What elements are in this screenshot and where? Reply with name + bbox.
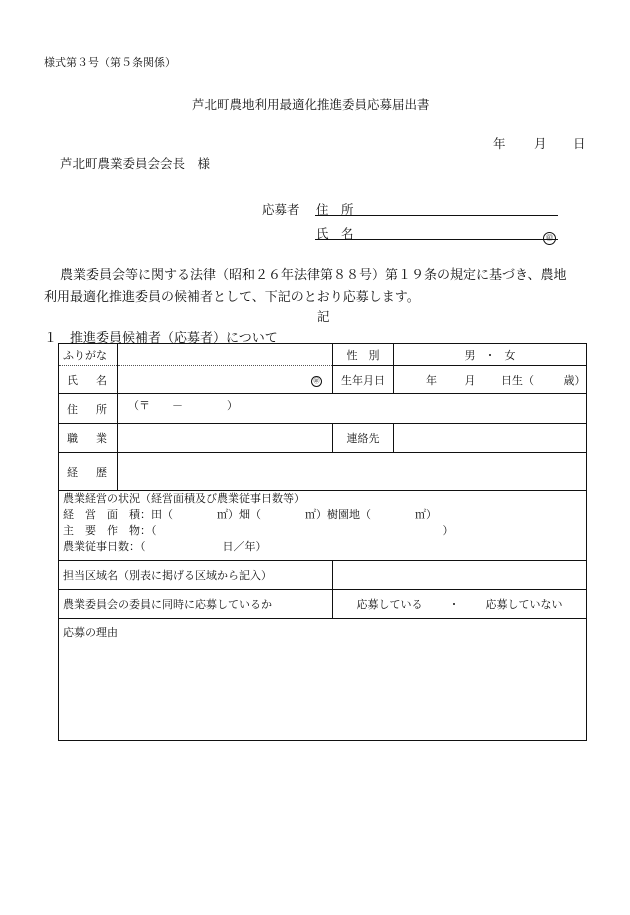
occupation-label-cell <box>59 424 118 453</box>
not-applying-option[interactable]: 応募していない <box>485 598 563 611</box>
furigana-label-cell <box>59 344 118 366</box>
sex-male-option[interactable]: 男 <box>464 348 476 362</box>
main-crops-line: 主 要 作 物：（ ） <box>63 524 454 537</box>
concurrent-label: 農業委員会の委員に同時に応募しているか <box>63 598 272 611</box>
contact-label: 連絡先 <box>346 432 380 445</box>
applying-option[interactable]: 応募している <box>356 598 423 611</box>
name-input[interactable] <box>118 366 333 394</box>
body-line-1: 農業委員会等に関する法律（昭和２６年法律第８８号）第１９条の規定に基づき、農地 <box>60 268 567 283</box>
name-label-a: 氏 <box>67 373 78 387</box>
furigana-label: ふりがな <box>63 348 107 362</box>
form-title: 芦北町農地利用最適化推進委員応募届出書 <box>192 97 430 112</box>
address-label-b: 所 <box>96 402 107 416</box>
history-input[interactable] <box>118 453 587 491</box>
occupation-label-b: 業 <box>96 432 107 445</box>
farm-status-cell[interactable] <box>59 491 587 561</box>
birth-month: 月 <box>464 373 476 387</box>
contact-input[interactable] <box>394 424 587 453</box>
applicant-label: 応募者 <box>262 202 300 217</box>
contact-label-cell <box>333 424 394 453</box>
address-label-a: 住 <box>67 402 78 416</box>
district-label: 担当区域名（別表に掲げる区域から記入） <box>63 569 272 582</box>
sex-options <box>394 344 587 366</box>
applicant-address-line[interactable] <box>315 215 558 216</box>
birth-year: 年 <box>426 373 437 387</box>
name-label-cell <box>59 366 118 394</box>
district-input[interactable] <box>333 561 587 590</box>
birth-input[interactable] <box>394 366 587 394</box>
birth-day: 日生（ <box>501 373 534 387</box>
history-label-b: 歴 <box>96 465 107 479</box>
history-label-cell <box>59 453 118 491</box>
date-year[interactable]: 年 <box>493 136 506 151</box>
farm-status-heading: 農業経営の状況（経営面積及び農業従事日数等） <box>63 492 305 505</box>
applicant-seal-icon: ㊞ <box>543 232 556 245</box>
address-input[interactable] <box>118 394 587 424</box>
applicant-name-line[interactable] <box>315 239 558 240</box>
sex-label: 性 別 <box>346 348 380 362</box>
applicant-address-label: 住 所 <box>316 202 354 217</box>
name-label-b: 名 <box>96 373 107 387</box>
birth-label-cell <box>333 366 394 394</box>
work-days-line: 農業従事日数：（ 日／年） <box>63 540 267 553</box>
postal-code: （〒 － ） <box>128 399 238 412</box>
addressee: 芦北町農業委員会会長 様 <box>60 156 211 171</box>
sex-separator: ・ <box>484 348 496 362</box>
reason-label: 応募の理由 <box>63 626 118 639</box>
birth-age: 歳） <box>563 373 586 387</box>
concurrent-label-cell <box>59 590 333 619</box>
occupation-input[interactable] <box>118 424 333 453</box>
date-day[interactable]: 日 <box>573 136 586 151</box>
address-label-cell <box>59 394 118 424</box>
concurrent-separator: ・ <box>448 598 460 611</box>
history-label-a: 経 <box>67 465 78 479</box>
form-number: 様式第３号（第５条関係） <box>44 56 176 69</box>
name-seal-icon: ㊞ <box>311 376 322 387</box>
applicant-name-label: 氏 名 <box>316 226 354 241</box>
applicant-table <box>58 343 587 741</box>
ki-mark: 記 <box>317 309 330 324</box>
district-label-cell <box>59 561 333 590</box>
farm-area-line: 経 営 面 積：田（ ㎡）畑（ ㎡）樹園地（ ㎡） <box>63 508 437 521</box>
section-1-heading: １ 推進委員候補者（応募者）について <box>44 331 278 346</box>
birth-label: 生年月日 <box>341 373 385 387</box>
sex-label-cell <box>333 344 394 366</box>
concurrent-options <box>333 590 587 619</box>
occupation-label-a: 職 <box>67 432 78 445</box>
sex-female-option[interactable]: 女 <box>504 348 516 362</box>
furigana-input[interactable] <box>118 344 333 366</box>
date-month[interactable]: 月 <box>534 136 547 151</box>
reason-cell[interactable] <box>59 619 587 741</box>
body-line-2: 利用最適化推進委員の候補者として、下記のとおり応募します。 <box>44 290 420 305</box>
